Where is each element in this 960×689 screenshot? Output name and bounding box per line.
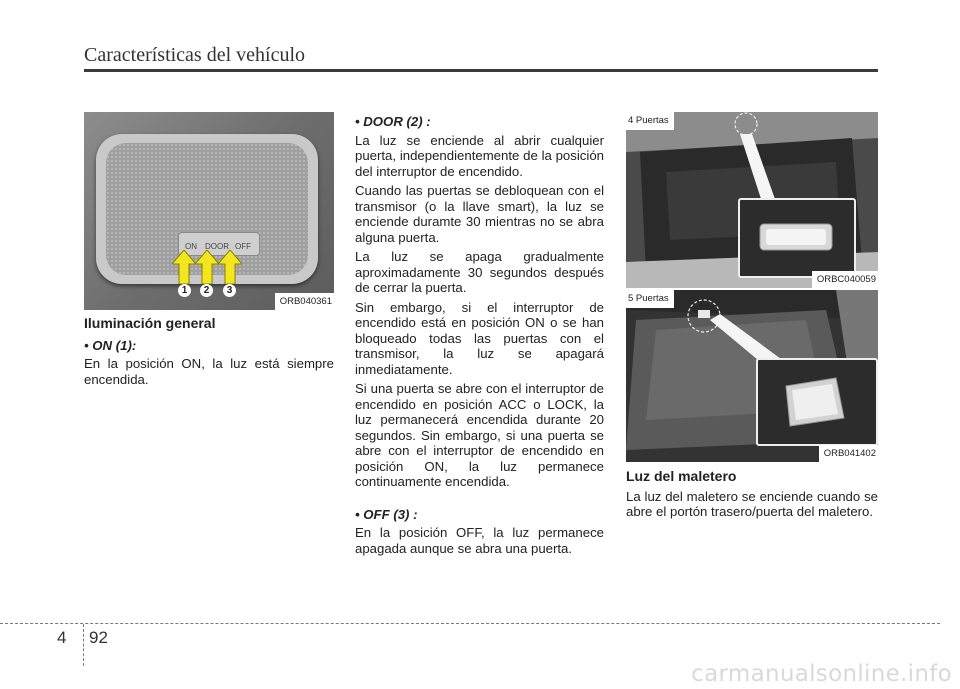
door-paragraph: La luz se apaga gradualmente aproximadamente 30 segundos después de cerrar la puerta.	[355, 249, 604, 295]
switch-label-door: DOOR	[205, 242, 229, 251]
on-paragraph: En la posición ON, la luz está siempre encendida.	[84, 356, 334, 387]
callout-1: 1	[178, 284, 191, 297]
page-number: 92	[89, 628, 108, 647]
left-column	[84, 112, 334, 391]
section-heading-luz-maletero: Luz del maletero	[626, 468, 737, 484]
watermark: carmanualsonline.info	[691, 661, 952, 687]
trunk-lamp-icon	[758, 360, 876, 444]
trunk-lamp-inset	[756, 358, 878, 446]
image-tag-4-puertas: 4 Puertas	[626, 112, 674, 130]
arrow-up-icon	[218, 250, 242, 284]
page-header-title: Características del vehículo	[84, 44, 306, 66]
image-code: ORB040361	[275, 293, 334, 311]
footer-divider	[83, 624, 84, 666]
door-paragraph: Sin embargo, si el interruptor de encendido está en posición ON o se han bloqueado todas las puertas con el transmisor, la luz se apagará inmediatamente.	[355, 299, 604, 377]
arrow-up-icon	[172, 250, 196, 284]
trunk-5-door-image	[626, 290, 878, 462]
section-heading-iluminacion: Iluminación general	[84, 315, 216, 331]
luz-maletero-paragraph: La luz del maletero se enciende cuando se abre el portón trasero/puerta del maletero.	[626, 488, 878, 519]
bullet-heading-door: • DOOR (2) :	[355, 114, 431, 129]
trunk-4-door-image	[626, 112, 878, 288]
right-column	[626, 112, 878, 524]
door-paragraph: La luz se enciende al abrir cualquier puerta, independientemente de la posición del interruptor de encendido.	[355, 132, 604, 179]
callout-2: 2	[200, 284, 213, 297]
switch-label-off: OFF	[235, 242, 251, 251]
switch-label-on: ON	[185, 242, 197, 251]
off-paragraph: En la posición OFF, la luz permanece apagada aunque se abra una puerta.	[355, 525, 604, 556]
middle-column	[355, 114, 604, 560]
spacer	[355, 494, 604, 507]
door-paragraph: Cuando las puertas se debloquean con el transmisor (o la llave smart), la luz se enciende duramte 30 mientras no se abra alguna puerta.	[355, 183, 604, 245]
door-paragraph: Si una puerta se abre con el interruptor de encendido en posición ACC o LOCK, la luz permanecerá encendida durante 20 segundos. Sin embargo, si una puerta se abre con el interruptor de encendido en posición ON, la luz permanece continuamente encendida.	[355, 381, 604, 489]
callout-3: 3	[223, 284, 236, 297]
footer-rule	[0, 623, 940, 624]
image-code: ORB041402	[819, 445, 878, 463]
image-tag-5-puertas: 5 Puertas	[626, 290, 674, 308]
overhead-lamp-image	[84, 112, 334, 310]
image-code: ORBC040059	[812, 271, 878, 289]
trunk-lamp-icon	[740, 200, 854, 276]
arrow-up-icon	[195, 250, 219, 284]
chapter-number: 4	[57, 628, 67, 647]
header-rule	[84, 69, 878, 72]
bullet-heading-off: • OFF (3) :	[355, 506, 418, 522]
bullet-heading-on: • ON (1):	[84, 337, 137, 353]
trunk-lamp-inset	[738, 198, 856, 278]
